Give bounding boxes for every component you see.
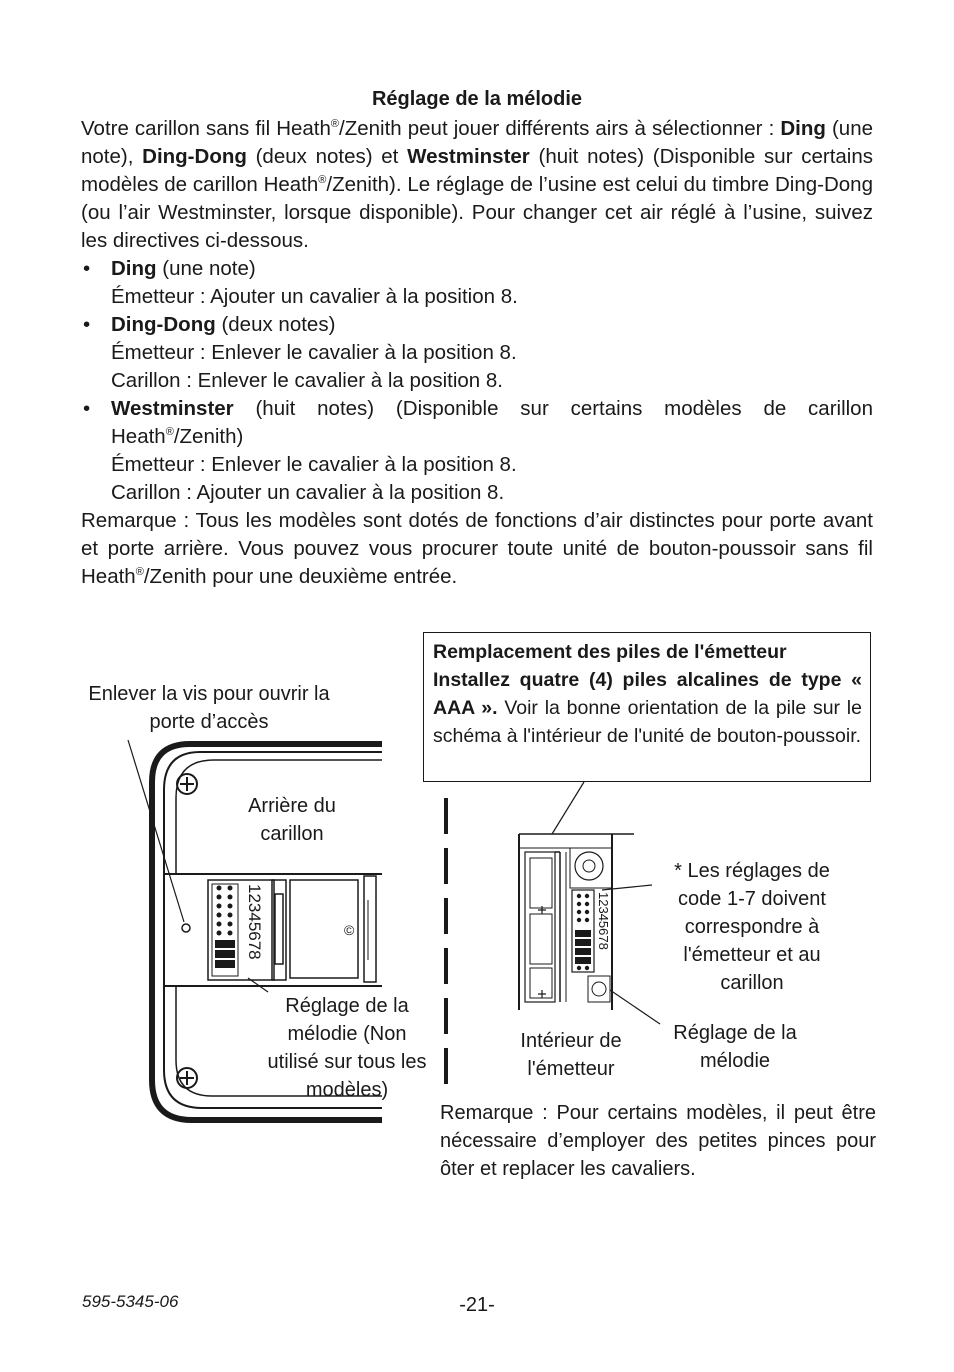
bullet-title: Ding [111,257,157,280]
part-number: 595-5345-06 [82,1292,179,1311]
transmitter-jumpers [575,894,591,970]
pliers-remark: Remarque : Pour certains modèles, il peut être nécessaire d’employer des petites pinces pour ôter et replacer les cavaliers. [440,1102,876,1180]
bullet-dot: • [83,397,91,420]
page-number: -21- [459,1294,495,1316]
intro-text: Votre carillon sans fil Heath [81,117,331,140]
westminster-term: Westminster [407,145,530,168]
chime-melody-label: Réglage de la mélodie (Non utilisé sur tous les modèles) [267,995,427,1101]
copyright-mark: © [344,922,355,938]
ding-term: Ding [780,117,826,140]
registered-mark: ® [330,118,340,131]
bullet-desc: (une note) [156,257,256,280]
intro-text: (huit notes) (Disponible sur certains modèles de carillon Heath [81,145,874,196]
chime-back-label: Arrière du carillon [248,795,336,845]
registered-mark: ® [318,174,327,187]
screw-label: Enlever la vis pour ouvrir la porte d’accès [88,683,330,733]
transmitter-melody-label: Réglage de la mélodie [673,1022,797,1072]
battery-heading: Remplacement des piles de l'émetteur [433,641,787,663]
bullet-desc: (deux notes) [215,313,336,336]
intro-text: (deux notes) et [246,145,408,168]
page-title: Réglage de la mélodie [371,88,583,110]
intro-text: (une note), [81,117,873,168]
battery-orientation-text: Voir la bonne orientation de la pile sur le schéma à l'intérieur de l'unité de bouton-poussoir. [433,697,862,747]
bullet-line: Émetteur : Enlever le cavalier à la position 8. [111,453,517,476]
bullet-dot: • [83,313,91,336]
bullet-line: Carillon : Ajouter un cavalier à la position 8. [111,481,505,504]
jumper-pins [215,886,235,969]
intro-text: /Zenith). Le réglage de l’usine est celui du timbre Ding-Dong (ou l’air Westminster, lorsque disponible). Pour changer cet air réglé à l’usine, suivez les directives ci-dessous. [81,173,873,252]
bullet-line: Émetteur : Ajouter un cavalier à la position 8. [111,285,518,308]
bullet-title: Ding-Dong [111,313,216,336]
chime-pin-numbers: 12345678 [245,884,264,960]
code-settings-note: * Les réglages de code 1-7 doivent correspondre à l'émetteur et au carillon [674,860,830,994]
transmitter-interior-label: Intérieur de l'émetteur [520,1030,622,1080]
dingdong-term: Ding-Dong [142,145,247,168]
intro-text: /Zenith peut jouer différents airs à sélectionner : [339,117,781,140]
registered-mark: ® [135,566,144,579]
transmitter-drawing [519,834,634,1010]
bullet-desc: (huit notes) (Disponible sur certains modèles de carillon Heath [111,397,873,448]
transmitter-pin-numbers: 12345678 [596,892,611,950]
bullet-line: Carillon : Enlever le cavalier à la position 8. [111,369,503,392]
bullet-line: Émetteur : Enlever le cavalier à la position 8. [111,341,517,364]
bullet-dot: • [83,257,91,280]
battery-type: Installez quatre (4) piles alcalines de type « AAA ». [433,669,862,719]
battery-instructions-box [423,632,871,782]
registered-mark: ® [165,426,174,439]
bullet-title: Westminster [111,397,234,420]
remark-text: Remarque : Tous les modèles sont dotés de fonctions d’air distinctes pour porte avant et porte arrière. Vous pouvez vous procurer toute unité de bouton-poussoir sans fil Heath [81,509,873,588]
bullet-desc: /Zenith) [173,425,244,448]
remark-text: /Zenith pour une deuxième entrée. [143,565,458,588]
